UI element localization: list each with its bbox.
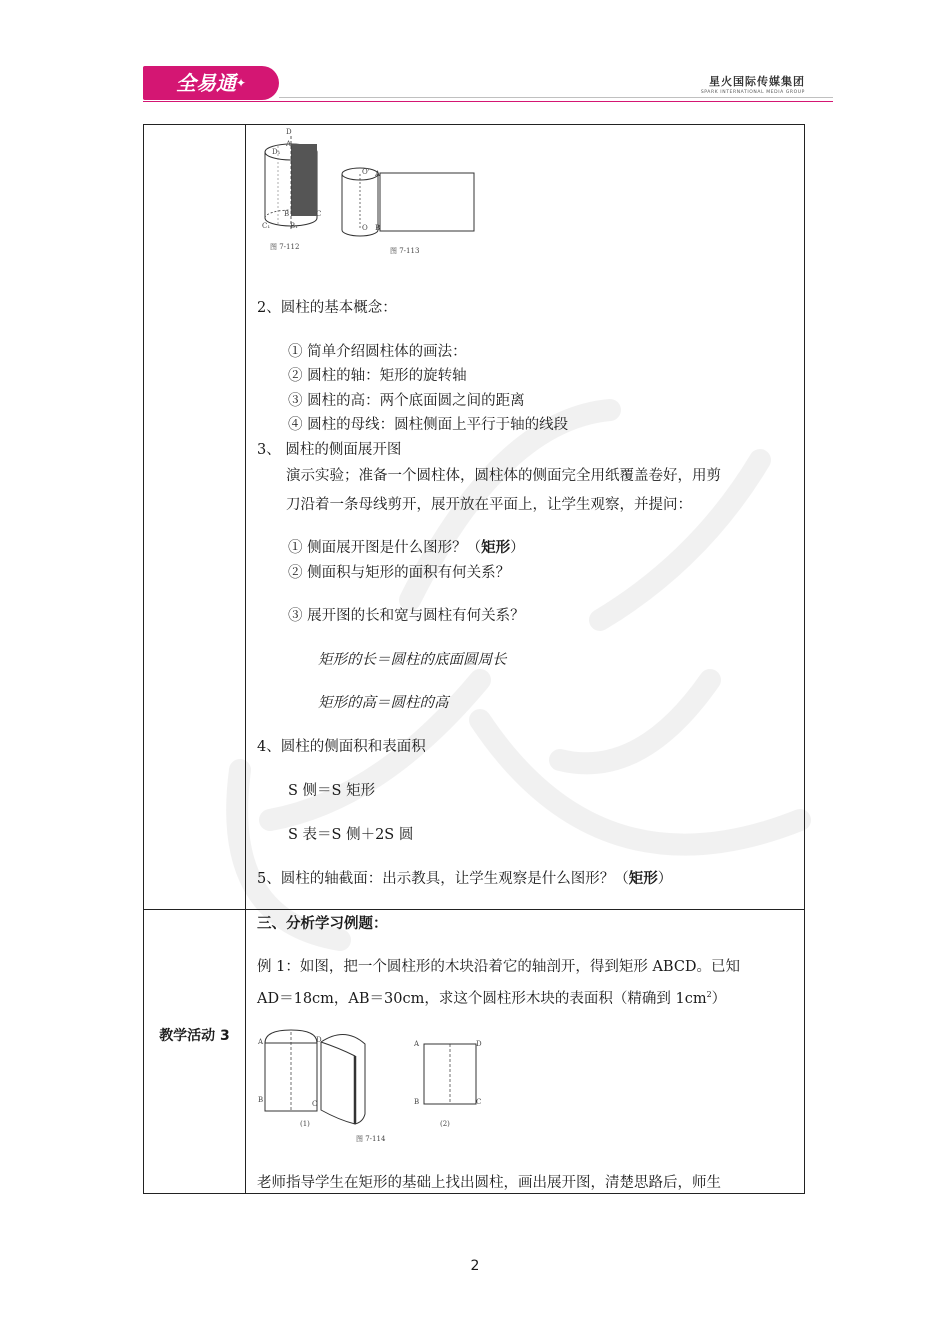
section2-item-4: ④ 圆柱的母线：圆柱侧面上平行于轴的线段 bbox=[288, 417, 569, 433]
example-subcaption-1: (1) bbox=[300, 1120, 310, 1128]
label-B1: B₁ bbox=[290, 222, 298, 230]
section3-heading: 3、 圆柱的侧面展开图 bbox=[257, 442, 402, 458]
label-D1: D₁ bbox=[272, 148, 281, 156]
example-figure-caption: 图 7-114 bbox=[356, 1135, 386, 1143]
example1-line1: 例 1：如图，把一个圆柱形的木块沿着它的轴剖开，得到矩形 ABCD。已知 bbox=[257, 959, 741, 975]
example-figure-2 bbox=[420, 1040, 480, 1110]
page-header bbox=[0, 0, 950, 110]
example-figure-1 bbox=[255, 1028, 375, 1128]
label-A: A bbox=[286, 140, 292, 148]
example-label-B: B bbox=[258, 1096, 264, 1104]
section3-question-2: ② 侧面积与矩形的面积有何关系？ bbox=[288, 565, 511, 581]
cylinder-figure-2 bbox=[336, 160, 481, 246]
example1-sup: 2 bbox=[706, 990, 712, 999]
section3-question-3: ③ 展开图的长和宽与圆柱有何关系？ bbox=[288, 608, 525, 624]
header-divider bbox=[143, 101, 833, 102]
formula-lateral-area: S 侧＝S 矩形 bbox=[288, 783, 376, 799]
logo: 全易通✦ bbox=[143, 66, 279, 100]
final-paragraph: 老师指导学生在矩形的基础上找出圆柱，画出展开图，清楚思路后，师生 bbox=[257, 1175, 721, 1191]
example2-label-A: A bbox=[414, 1040, 420, 1048]
section2-heading: 2、圆柱的基本概念： bbox=[257, 300, 397, 316]
brand-en: SPARK INTERNATIONAL MEDIA GROUP bbox=[700, 90, 805, 95]
example2-label-C: C bbox=[476, 1098, 482, 1106]
label-C1: C₁ bbox=[262, 222, 271, 230]
activity-heading: 三、分析学习例题： bbox=[257, 916, 388, 932]
section3-question-1 bbox=[288, 538, 525, 558]
section5-body: 5、圆柱的轴截面：出示教具，让学生观察是什么图形？（ bbox=[257, 871, 629, 887]
brand bbox=[701, 73, 805, 95]
table-column-divider bbox=[245, 125, 246, 1193]
section3-para1: 演示实验；准备一个圆柱体，圆柱体的侧面完全用纸覆盖卷好，用剪 bbox=[286, 468, 721, 484]
figure-caption-7-112: 图 7-112 bbox=[270, 243, 300, 251]
example-label-A: A bbox=[258, 1038, 264, 1046]
label-O-top: O' bbox=[362, 168, 370, 176]
example1-line2 bbox=[257, 985, 726, 1009]
q1-end: ） bbox=[510, 540, 525, 556]
section5-text bbox=[257, 869, 672, 889]
label-B-right: B bbox=[375, 224, 381, 232]
example2-label-D: D bbox=[476, 1040, 482, 1048]
example1-line2-text: AD＝18cm，AB＝30cm，求这个圆柱形木块的表面积（精确到 1cm bbox=[257, 990, 707, 1007]
answer-height: 矩形的高＝圆柱的高 bbox=[318, 695, 449, 711]
section3-para2: 刀沿着一条母线剪开，展开放在平面上，让学生观察，并提问： bbox=[286, 497, 692, 513]
section2-item-1: ① 简单介绍圆柱体的画法： bbox=[288, 344, 467, 360]
logo-text: 全易通 bbox=[175, 71, 236, 95]
section2-item-2: ② 圆柱的轴：矩形的旋转轴 bbox=[288, 368, 467, 384]
header-divider-gray bbox=[279, 97, 833, 98]
formula-surface-area: S 表＝S 侧＋2S 圆 bbox=[288, 827, 414, 843]
label-D: D bbox=[286, 128, 292, 136]
q1-text: ① 侧面展开图是什么图形？（ bbox=[288, 540, 482, 556]
brand-cn: 星火国际传媒集团 bbox=[709, 75, 805, 88]
q1-answer: 矩形 bbox=[481, 540, 511, 556]
example-subcaption-2: (2) bbox=[440, 1120, 450, 1128]
figure-caption-7-113: 图 7-113 bbox=[390, 247, 420, 255]
label-A-right: A bbox=[375, 170, 381, 178]
example2-label-B: B bbox=[414, 1098, 420, 1106]
table-row-divider bbox=[144, 909, 804, 910]
section4-heading: 4、圆柱的侧面积和表面积 bbox=[257, 739, 426, 755]
label-O-bottom: O bbox=[362, 224, 368, 232]
label-B: B bbox=[284, 210, 290, 218]
section5-end: ） bbox=[657, 871, 673, 887]
section5-answer: 矩形 bbox=[628, 871, 658, 887]
answer-length: 矩形的长＝圆柱的底面圆周长 bbox=[318, 652, 507, 668]
example1-end: ） bbox=[711, 990, 727, 1007]
example-label-C: C bbox=[312, 1100, 318, 1108]
section2-item-3: ③ 圆柱的高：两个底面圆之间的距离 bbox=[288, 393, 525, 409]
example-label-D: D bbox=[316, 1036, 322, 1044]
activity-label: 教学活动 3 bbox=[159, 1028, 230, 1044]
page-number: 2 bbox=[470, 1258, 480, 1274]
label-C: C bbox=[316, 210, 322, 218]
